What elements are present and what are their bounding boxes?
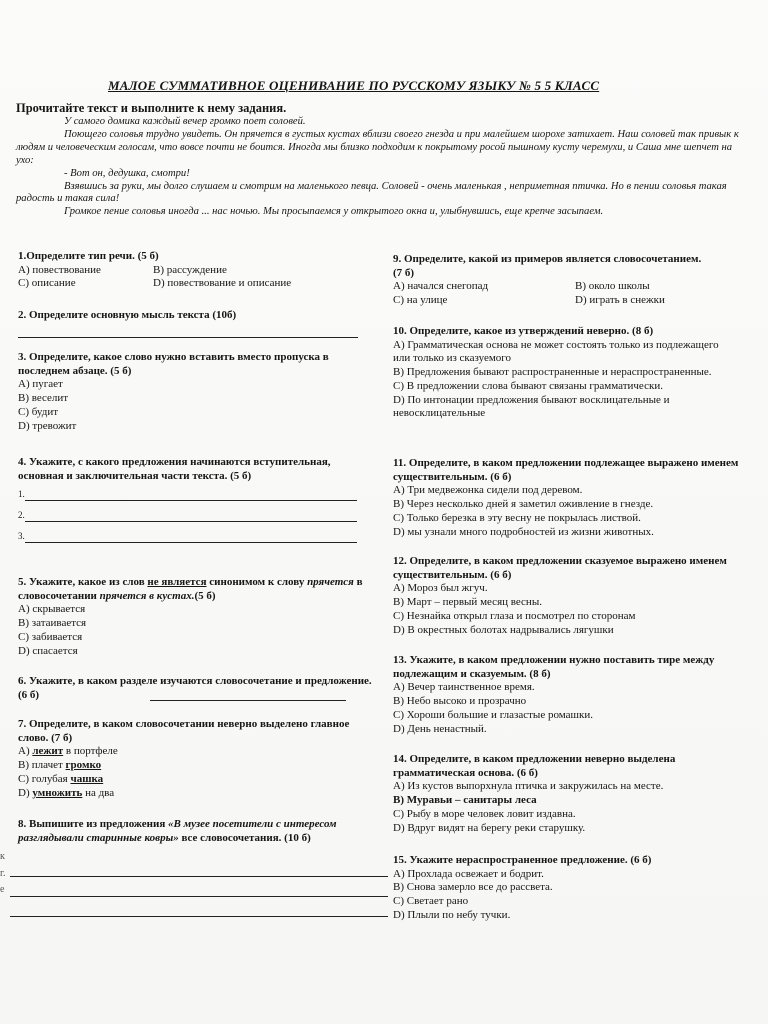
text-paragraph: - Вот он, дедушка, смотри! — [64, 167, 190, 179]
option-a[interactable]: A) Грамматическая основа не может состоять только из подлежащего или только из сказуемого — [393, 338, 719, 365]
option-d[interactable]: D) повествование и описание — [153, 277, 292, 290]
title-part: прячется — [307, 576, 354, 588]
option-text: чашка — [70, 772, 104, 785]
reading-text — [16, 116, 746, 219]
option-c[interactable]: C) Рыбу в море человек ловит издавна. — [393, 807, 576, 820]
option-text: B) плачет — [18, 759, 66, 772]
option-b[interactable]: B) рассуждение — [153, 263, 227, 276]
line-number: 2. — [18, 509, 25, 520]
option-c[interactable]: C) Хороши большие и глазастые ромашки. — [393, 708, 593, 721]
option-text: на два — [82, 786, 115, 799]
option-c[interactable]: C) В предложении слова бывают связаны грамматически. — [393, 379, 663, 392]
option-d[interactable]: D) По интонации предложения бывают восклицательные и невосклицательные — [393, 393, 670, 420]
answer-line[interactable] — [10, 902, 388, 917]
options — [18, 264, 368, 291]
question-title: 14. Определите, в каком предложении неверно выделена грамматическая основа. (6 б) — [393, 753, 676, 779]
question-title: 10. Определите, какое из утверждений неверно. (8 б) — [393, 325, 654, 337]
title-part: не является — [147, 576, 207, 588]
line-number: 1. — [18, 488, 25, 499]
question-7 — [18, 718, 363, 800]
answer-line[interactable] — [150, 686, 346, 701]
option-b[interactable]: B) Снова замерло все до рассвета. — [393, 881, 553, 894]
option-text: умножить — [32, 786, 83, 799]
option-d[interactable]: D) мы узнали много подробностей из жизни животных. — [393, 525, 654, 538]
option-text: громко — [65, 759, 102, 772]
option-a[interactable]: A) Мороз был жгуч. — [393, 582, 488, 595]
option-c[interactable]: C) Светает рано — [393, 895, 469, 908]
question-title — [18, 576, 373, 603]
option-d[interactable]: D) День ненастный. — [393, 722, 487, 735]
answer-line[interactable] — [10, 882, 388, 897]
answer-line[interactable] — [18, 323, 358, 338]
title-part: 5. Укажите, какое из слов — [18, 576, 148, 588]
title-part: прячется в кустах. — [99, 589, 195, 602]
option-a[interactable]: A) Прохлада освежает и бодрит. — [393, 867, 544, 880]
instruction: Прочитайте текст и выполните к нему задания. — [16, 101, 287, 115]
question-9 — [393, 253, 713, 308]
option-b[interactable]: B) Предложения бывают распространенные и нераспространенные. — [393, 366, 712, 379]
option-text: в портфеле — [63, 745, 118, 758]
option-a[interactable]: A) скрывается — [18, 603, 86, 616]
option-b[interactable]: B) затаивается — [18, 617, 87, 630]
question-title: 4. Укажите, с какого предложения начинаются вступительная, основная и заключительная части текста. (5 б) — [18, 456, 331, 482]
option-a[interactable]: A) пугает — [18, 378, 63, 391]
option-b[interactable]: B) около школы — [575, 280, 650, 293]
title-part: 8. Выпишите из предложения — [18, 818, 169, 830]
q8-answer-lines — [10, 862, 388, 917]
question-3 — [18, 351, 363, 433]
page-title: МАЛОЕ СУММАТИВНОЕ ОЦЕНИВАНИЕ ПО РУССКОМУ ЯЗЫКУ № 5 5 КЛАСС — [108, 78, 600, 93]
question-2 — [18, 309, 368, 338]
option-a[interactable]: A) Из кустов выпорхнула птичка и закружилась на месте. — [393, 780, 664, 793]
option-a[interactable]: A) начался снегопад — [393, 280, 489, 293]
options — [393, 280, 713, 307]
option-c[interactable] — [18, 773, 363, 787]
option-d[interactable]: D) спасается — [18, 644, 78, 657]
question-13 — [393, 654, 753, 736]
edge-fragment: е — [0, 884, 5, 895]
option-a[interactable]: A) Три медвежонка сидели под деревом. — [393, 484, 583, 497]
question-12 — [393, 555, 738, 637]
edge-fragment: г. — [0, 868, 6, 879]
option-d[interactable]: D) В окрестных болотах надрывались лягушки — [393, 623, 614, 636]
question-4 — [18, 456, 370, 543]
answer-line[interactable] — [10, 862, 388, 877]
question-1 — [18, 250, 368, 291]
option-text: D) — [18, 786, 33, 799]
question-15 — [393, 854, 753, 923]
answer-row — [18, 486, 370, 501]
question-14 — [393, 753, 753, 835]
text-paragraph: Громкое пение соловья иногда ... нас ночью. Мы просыпаемся у открытого окна и, улыбнувшись, еще крепче засыпаем. — [64, 206, 604, 218]
question-5 — [18, 576, 373, 658]
question-10 — [393, 325, 738, 421]
text-paragraph: Поющего соловья трудно увидеть. Он прячется в густых кустах вблизи своего гнезда и при малейшем шорохе затихает. Наш соловей так привык к людям и человеческим голосам, что вовсе почти не боится. Иногда мы близко подходим к покрытому росой пышному кусту черемухи, и Саша мне шепчет на ухо: — [16, 128, 739, 166]
option-text: C) голубая — [18, 772, 71, 785]
question-title: 13. Укажите, в каком предложении нужно поставить тире между подлежащим и сказуемым. (8 б) — [393, 654, 715, 680]
question-title: 9. Определите, какой из примеров является словосочетанием. (7 б) — [393, 253, 702, 279]
question-title — [18, 818, 358, 845]
option-d[interactable]: D) Вдруг видят на берегу реки старушку. — [393, 821, 586, 834]
question-title: 11. Определите, в каком предложении подлежащее выражено именем существительным. (6 б) — [393, 457, 739, 483]
option-d[interactable]: D) играть в снежки — [575, 294, 665, 307]
option-c[interactable]: C) Только березка в эту весну не покрылась листвой. — [393, 511, 641, 524]
question-title: 3. Определите, какое слово нужно вставить вместо пропуска в последнем абзаце. (5 б) — [18, 351, 329, 377]
option-b[interactable]: B) Небо высоко и прозрачно — [393, 695, 527, 708]
question-title: 15. Укажите нераспространенное предложение. (6 б) — [393, 854, 652, 866]
option-c[interactable]: C) на улице — [393, 294, 448, 307]
answer-line[interactable] — [25, 507, 357, 522]
option-c[interactable]: C) забивается — [18, 630, 83, 643]
text-paragraph: Взявшись за руки, мы долго слушаем и смотрим на маленького певца. Соловей - очень маленькая , неприметная птичка. Но в пении соловья такая радость и такая сила! — [16, 180, 727, 205]
option-d[interactable]: D) тревожит — [18, 419, 77, 432]
answer-row — [18, 507, 370, 522]
question-6 — [18, 675, 373, 702]
answer-line[interactable] — [25, 528, 357, 543]
question-8 — [18, 818, 358, 845]
option-text: лежит — [32, 745, 64, 758]
option-a[interactable]: A) Вечер таинственное время. — [393, 681, 535, 694]
question-11 — [393, 457, 743, 539]
question-title: 1.Определите тип речи. (5 б) — [18, 250, 159, 262]
option-a[interactable]: A) повествование — [18, 263, 101, 276]
option-b[interactable] — [18, 759, 363, 773]
title-part: «В музее посетители с интересом разглядывали старинные ковры» — [18, 818, 337, 844]
option-b[interactable]: B) Март – первый месяц весны. — [393, 596, 542, 609]
option-c[interactable]: C) описание — [18, 277, 76, 290]
title-part: в словосочетании — [18, 576, 363, 602]
answer-row — [18, 528, 370, 543]
answer-line[interactable] — [25, 486, 357, 501]
question-title: 7. Определите, в каком словосочетании неверно выделено главное слово. (7 б) — [18, 718, 350, 744]
option-c[interactable]: C) Незнайка открыл глаза и посмотрел по сторонам — [393, 609, 636, 622]
option-b[interactable]: B) веселит — [18, 392, 69, 405]
question-title: 6. Укажите, в каком разделе изучаются словосочетание и предложение. (6 б) — [18, 675, 372, 701]
option-b[interactable]: B) Через несколько дней я заметил оживление в гнезде. — [393, 498, 654, 511]
text-paragraph: У самого домика каждый вечер громко поет соловей. — [64, 116, 306, 127]
option-d[interactable]: D) Плыли по небу тучки. — [393, 908, 511, 921]
question-title: 12. Определите, в каком предложении сказуемое выражено именем существительным. (6 б) — [393, 555, 727, 581]
title-part: все словосочетания. (10 б) — [178, 831, 311, 844]
option-d[interactable] — [18, 787, 363, 801]
question-title: 2. Определите основную мысль текста (10б) — [18, 309, 237, 321]
option-c[interactable]: C) будит — [18, 405, 59, 418]
edge-fragment: к — [0, 851, 5, 862]
option-text: A) — [18, 745, 33, 758]
title-part: синонимом к слову — [206, 576, 308, 588]
option-a[interactable] — [18, 745, 363, 759]
title-part: (5 б) — [194, 589, 216, 602]
line-number: 3. — [18, 530, 25, 541]
option-b[interactable]: B) Муравьи – санитары леса — [393, 794, 537, 807]
